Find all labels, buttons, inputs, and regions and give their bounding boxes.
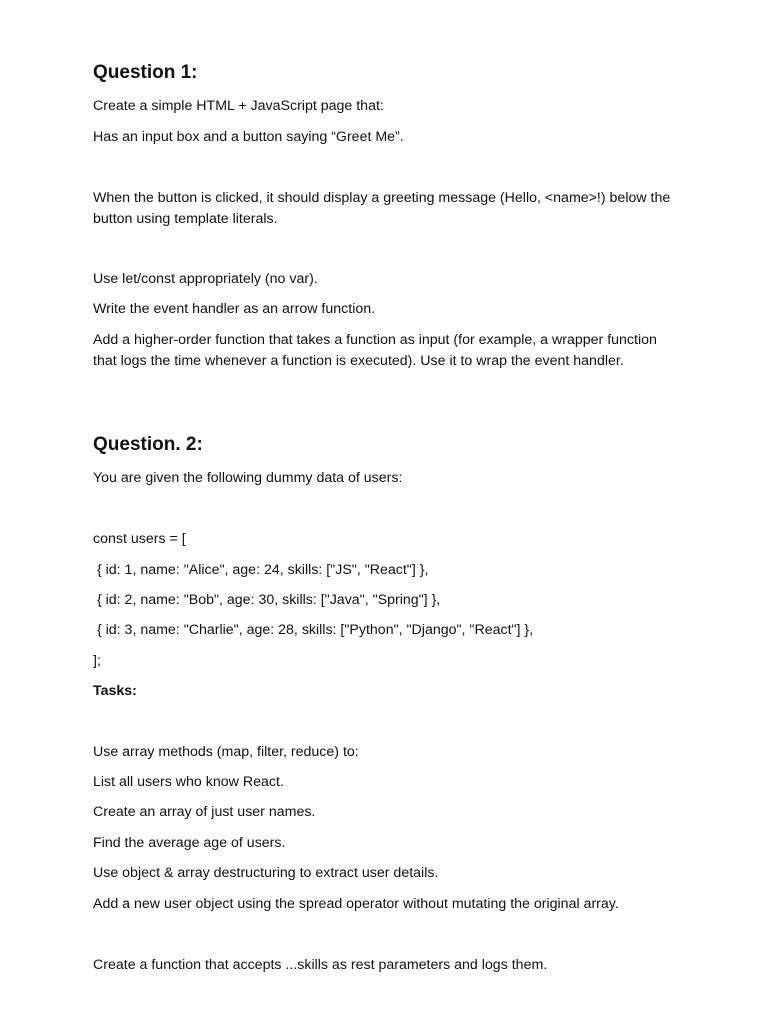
task-item: Use object & array destructuring to extract user details. [93, 865, 439, 881]
code-line: ]; [93, 653, 101, 669]
question-2-heading: Question. 2: [93, 434, 203, 455]
task-item: Find the average age of users. [93, 835, 286, 851]
task-item: Use array methods (map, filter, reduce) to: [93, 744, 359, 760]
task-item: Add a new user object using the spread operator without mutating the original array. [93, 896, 619, 912]
tasks-label: Tasks: [93, 683, 137, 699]
code-line: const users = [ [93, 531, 186, 547]
q1-line-1: Create a simple HTML + JavaScript page that: [93, 98, 384, 114]
q1-line-2: Has an input box and a button saying “Greet Me”. [93, 129, 404, 145]
q1-line-5: Write the event handler as an arrow function. [93, 301, 376, 317]
q1-line-6: Add a higher-order function that takes a function as input (for example, a wrapper function that logs the time whenever a function is executed). Use it to wrap the event handler. [93, 332, 657, 369]
code-line: { id: 1, name: "Alice", age: 24, skills: ["JS", "React"] }, [93, 562, 429, 578]
q1-line-4: Use let/const appropriately (no var). [93, 271, 318, 287]
q1-line-3: When the button is clicked, it should display a greeting message (Hello, <name>!) below the button using template literals. [93, 190, 671, 227]
task-item: List all users who know React. [93, 774, 284, 790]
q2-last-line: Create a function that accepts ...skills as rest parameters and logs them. [93, 957, 548, 973]
code-line: { id: 3, name: "Charlie", age: 28, skills: ["Python", "Django", "React"] }, [93, 622, 534, 638]
q2-intro: You are given the following dummy data of users: [93, 470, 403, 486]
code-line: { id: 2, name: "Bob", age: 30, skills: ["Java", "Spring"] }, [93, 592, 441, 608]
task-item: Create an array of just user names. [93, 804, 316, 820]
question-1-heading: Question 1: [93, 62, 198, 83]
